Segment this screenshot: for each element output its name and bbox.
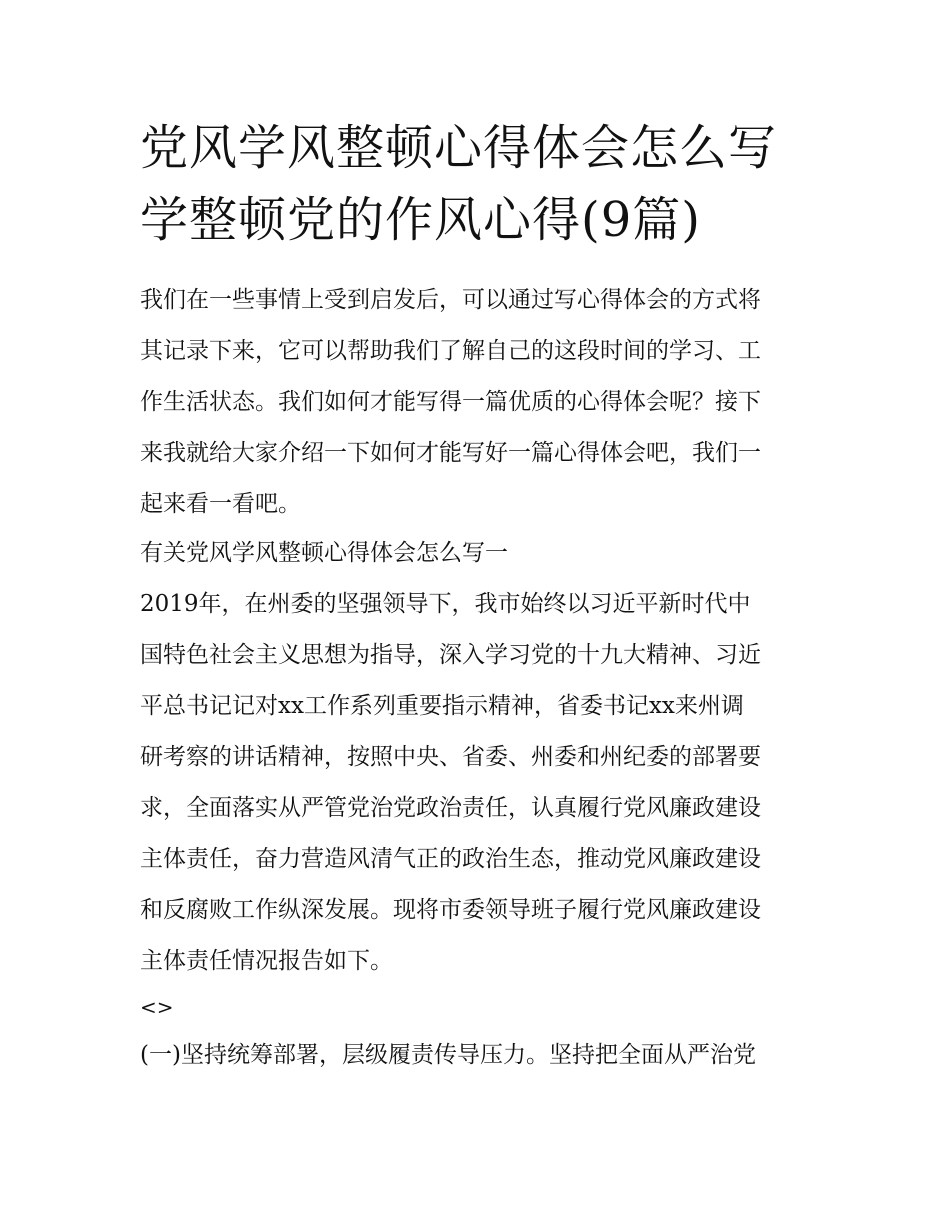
title-line-1: 党风学风整顿心得体会怎么写 bbox=[140, 120, 778, 176]
document-title bbox=[140, 112, 840, 256]
intro-line-4: 来我就给大家介绍一下如何才能写好一篇心得体会吧，我们一 bbox=[140, 440, 761, 466]
intro-line-1: 我们在一些事情上受到启发后，可以通过写心得体会的方式将 bbox=[140, 287, 761, 313]
intro-line-5: 起来看一看吧。 bbox=[140, 491, 301, 517]
intro-line-2: 其记录下来，它可以帮助我们了解自己的这段时间的学习、工 bbox=[140, 338, 761, 364]
paragraph-line: (一)坚持统筹部署，层级履责传导压力。坚持把全面从严治党 bbox=[140, 1042, 756, 1068]
body-line-8: 主体责任情况报告如下。 bbox=[140, 948, 393, 974]
body-line-4: 研考察的讲话精神，按照中央、省委、州委和州纪委的部署要 bbox=[140, 744, 761, 770]
section-heading: 有关党风学风整顿心得体会怎么写一 bbox=[140, 540, 508, 566]
body-line-2: 国特色社会主义思想为指导，深入学习党的十九大精神、习近 bbox=[140, 642, 761, 668]
title-line-2: 学整顿党的作风心得(9篇) bbox=[140, 192, 701, 248]
body-line-6: 主体责任，奋力营造风清气正的政治生态，推动党风廉政建设 bbox=[140, 846, 761, 872]
body-line-1: 2019年，在州委的坚强领导下，我市始终以习近平新时代中 bbox=[140, 591, 751, 617]
body-line-5: 求，全面落实从严管党治党政治责任，认真履行党风廉政建设 bbox=[140, 795, 761, 821]
marker-text: <> bbox=[140, 995, 174, 1019]
body-line-7: 和反腐败工作纵深发展。现将市委领导班子履行党风廉政建设 bbox=[140, 897, 761, 923]
intro-line-3: 作生活状态。我们如何才能写得一篇优质的心得体会呢？接下 bbox=[140, 389, 761, 415]
body-line-3: 平总书记记对xx工作系列重要指示精神，省委书记xx来州调 bbox=[140, 693, 744, 719]
